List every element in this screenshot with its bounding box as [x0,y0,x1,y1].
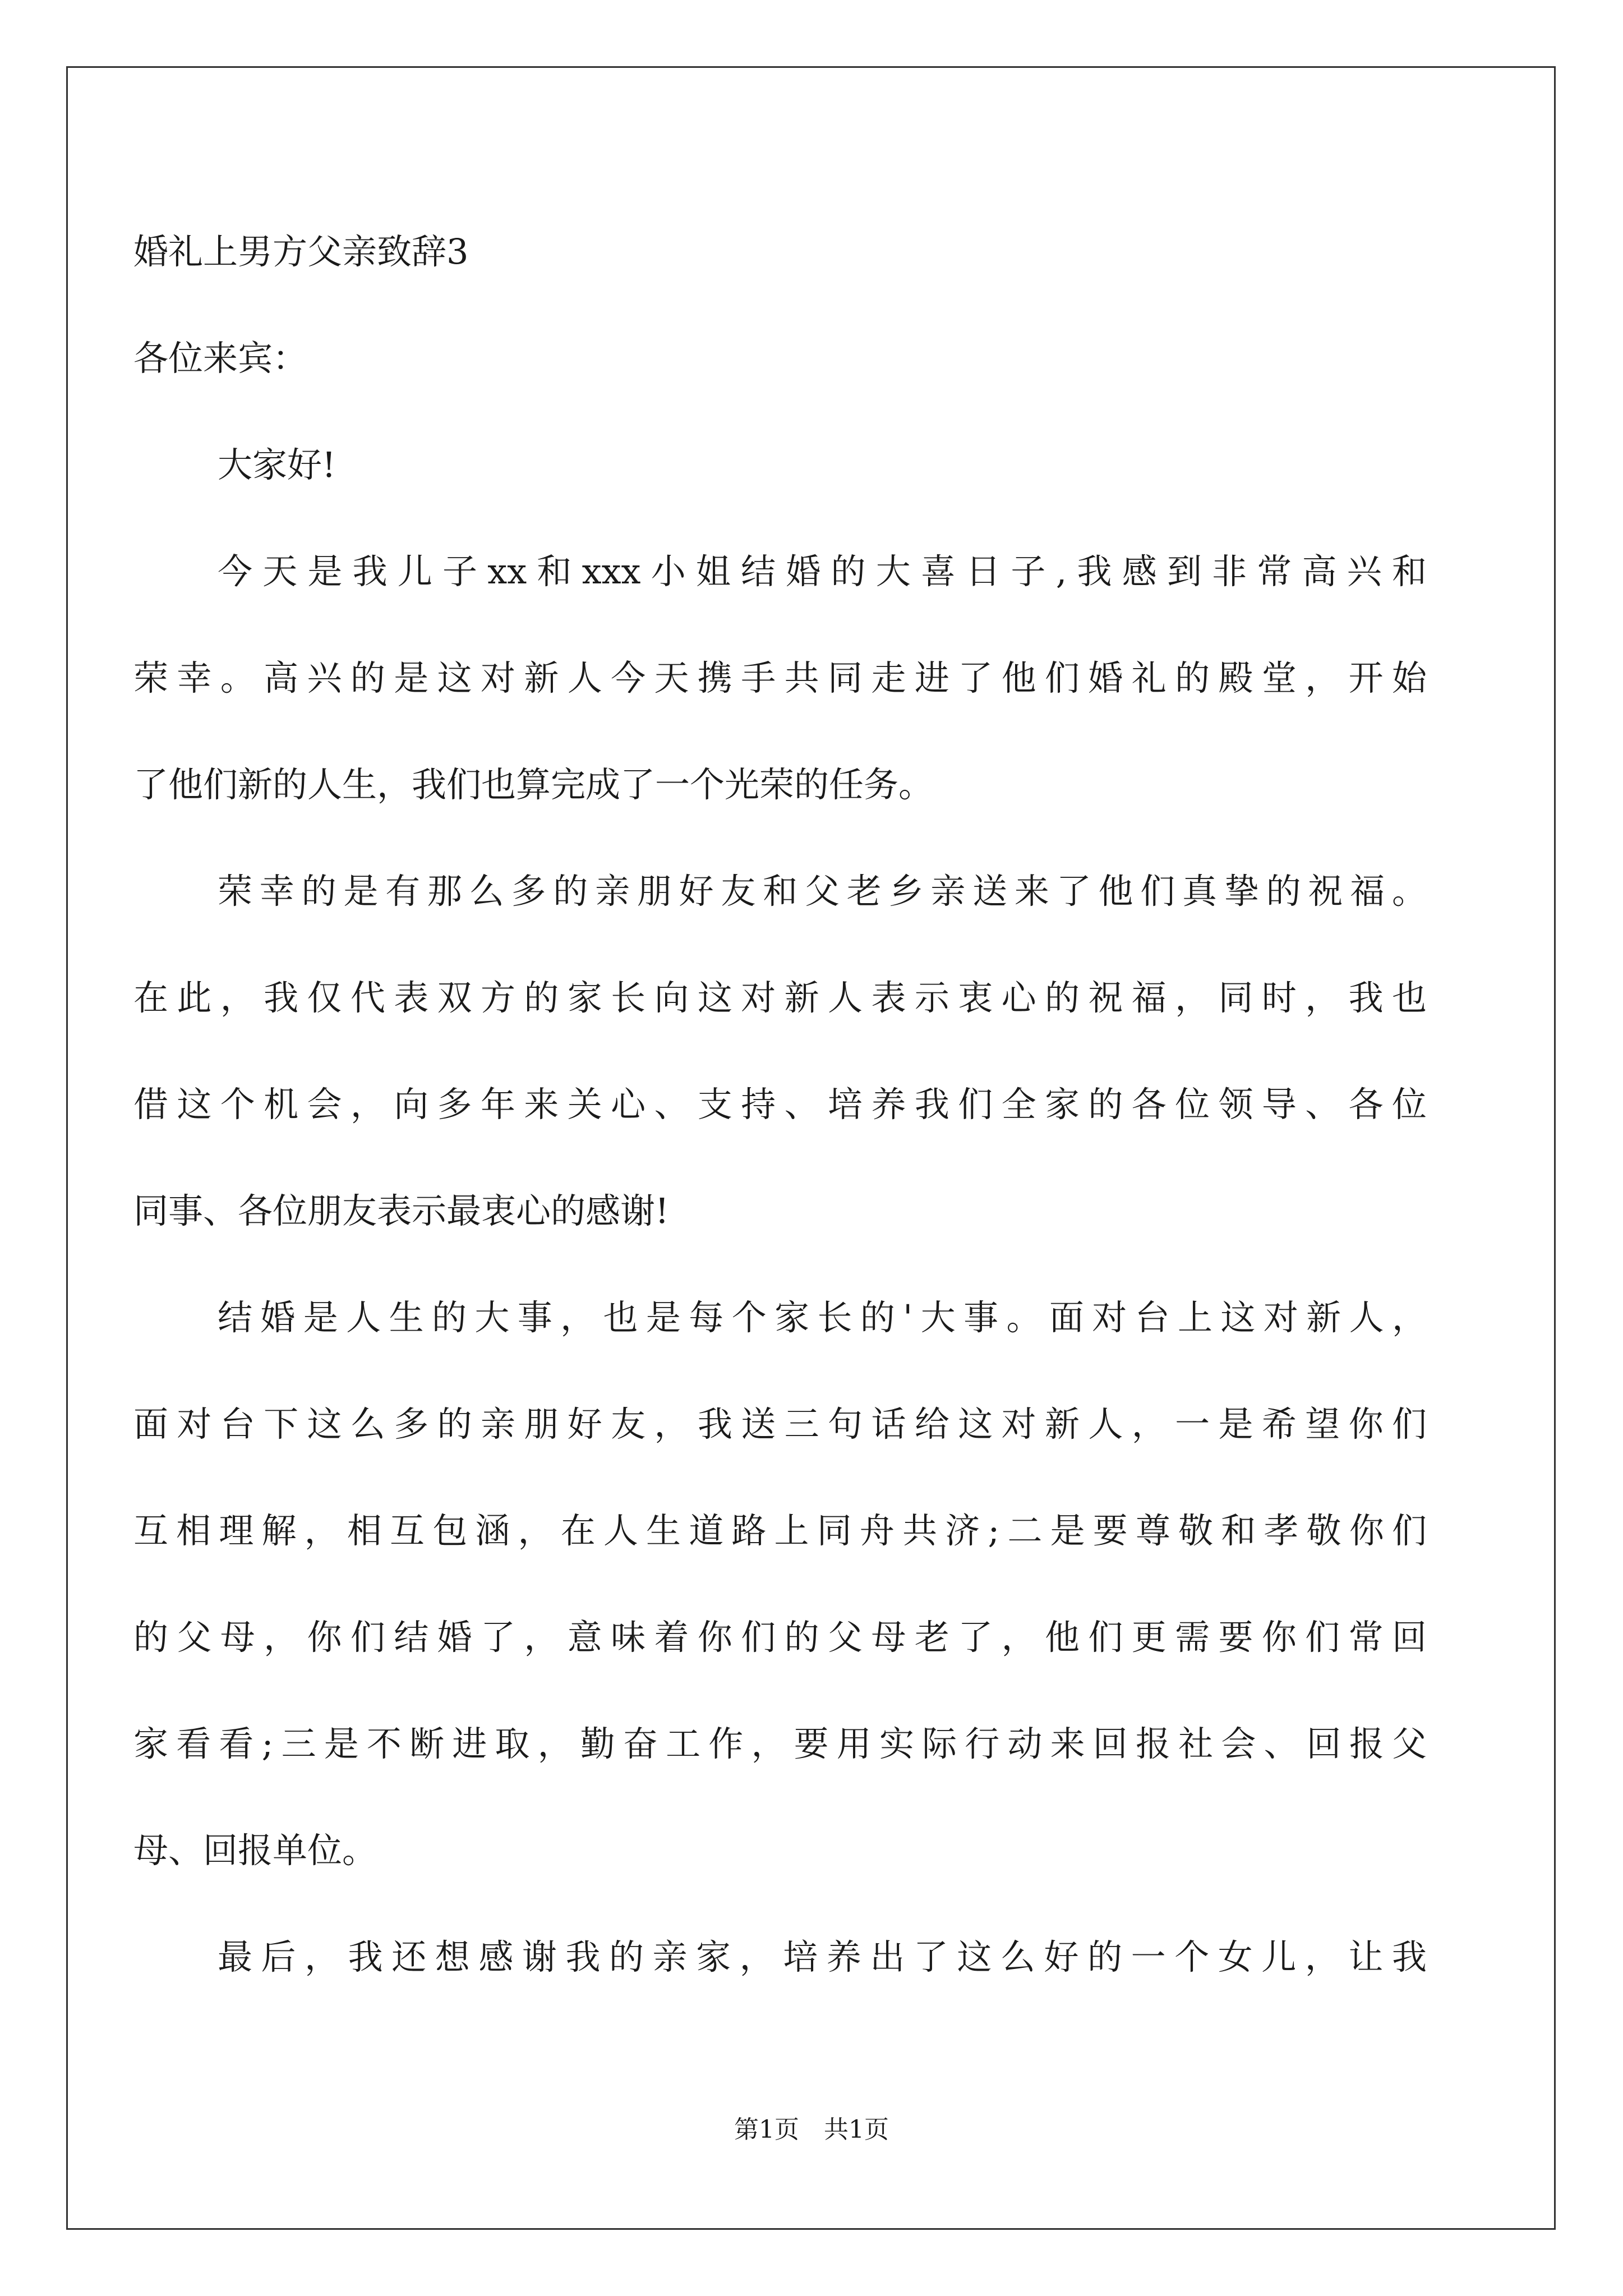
paragraph-line: 结婚是人生的大事，也是每个家长的'大事。面对台上这对新人， [218,1297,1427,1338]
document-title: 婚礼上男方父亲致辞3 [133,231,469,272]
paragraph-line: 最后，我还想感谢我的亲家，培养出了这么好的一个女儿，让我 [218,1936,1427,1977]
paragraph-line: 了他们新的人生，我们也算完成了一个光荣的任务。 [133,764,934,805]
paragraph-line: 今天是我儿子xx和xxx小姐结婚的大喜日子,我感到非常高兴和 [218,551,1427,592]
paragraph-line: 荣幸的是有那么多的亲朋好友和父老乡亲送来了他们真挚的祝福。 [218,871,1427,912]
paragraph-line: 母、回报单位。 [133,1830,377,1871]
page-number-footer: 第1页 共1页 [734,2115,889,2144]
salutation: 各位来宾： [133,338,308,379]
paragraph-line: 借这个机会，向多年来关心、支持、培养我们全家的各位领导、各位 [133,1084,1427,1125]
paragraph-line: 荣幸。高兴的是这对新人今天携手共同走进了他们婚礼的殿堂，开始 [133,657,1427,698]
paragraph-line: 互相理解，相互包涵，在人生道路上同舟共济;二是要尊敬和孝敬你们 [133,1510,1427,1551]
paragraph-line: 面对台下这么多的亲朋好友，我送三句话给这对新人，一是希望你们 [133,1404,1427,1444]
page-border [66,66,1556,2230]
paragraph-line: 家看看;三是不断进取，勤奋工作，要用实际行动来回报社会、回报父 [133,1723,1427,1764]
paragraph-line: 的父母，你们结婚了，意味着你们的父母老了，他们更需要你们常回 [133,1617,1427,1658]
paragraph-line: 在此，我仅代表双方的家长向这对新人表示衷心的祝福，同时，我也 [133,977,1427,1018]
greeting: 大家好! [218,444,336,485]
paragraph-line: 同事、各位朋友表示最衷心的感谢! [133,1190,669,1231]
